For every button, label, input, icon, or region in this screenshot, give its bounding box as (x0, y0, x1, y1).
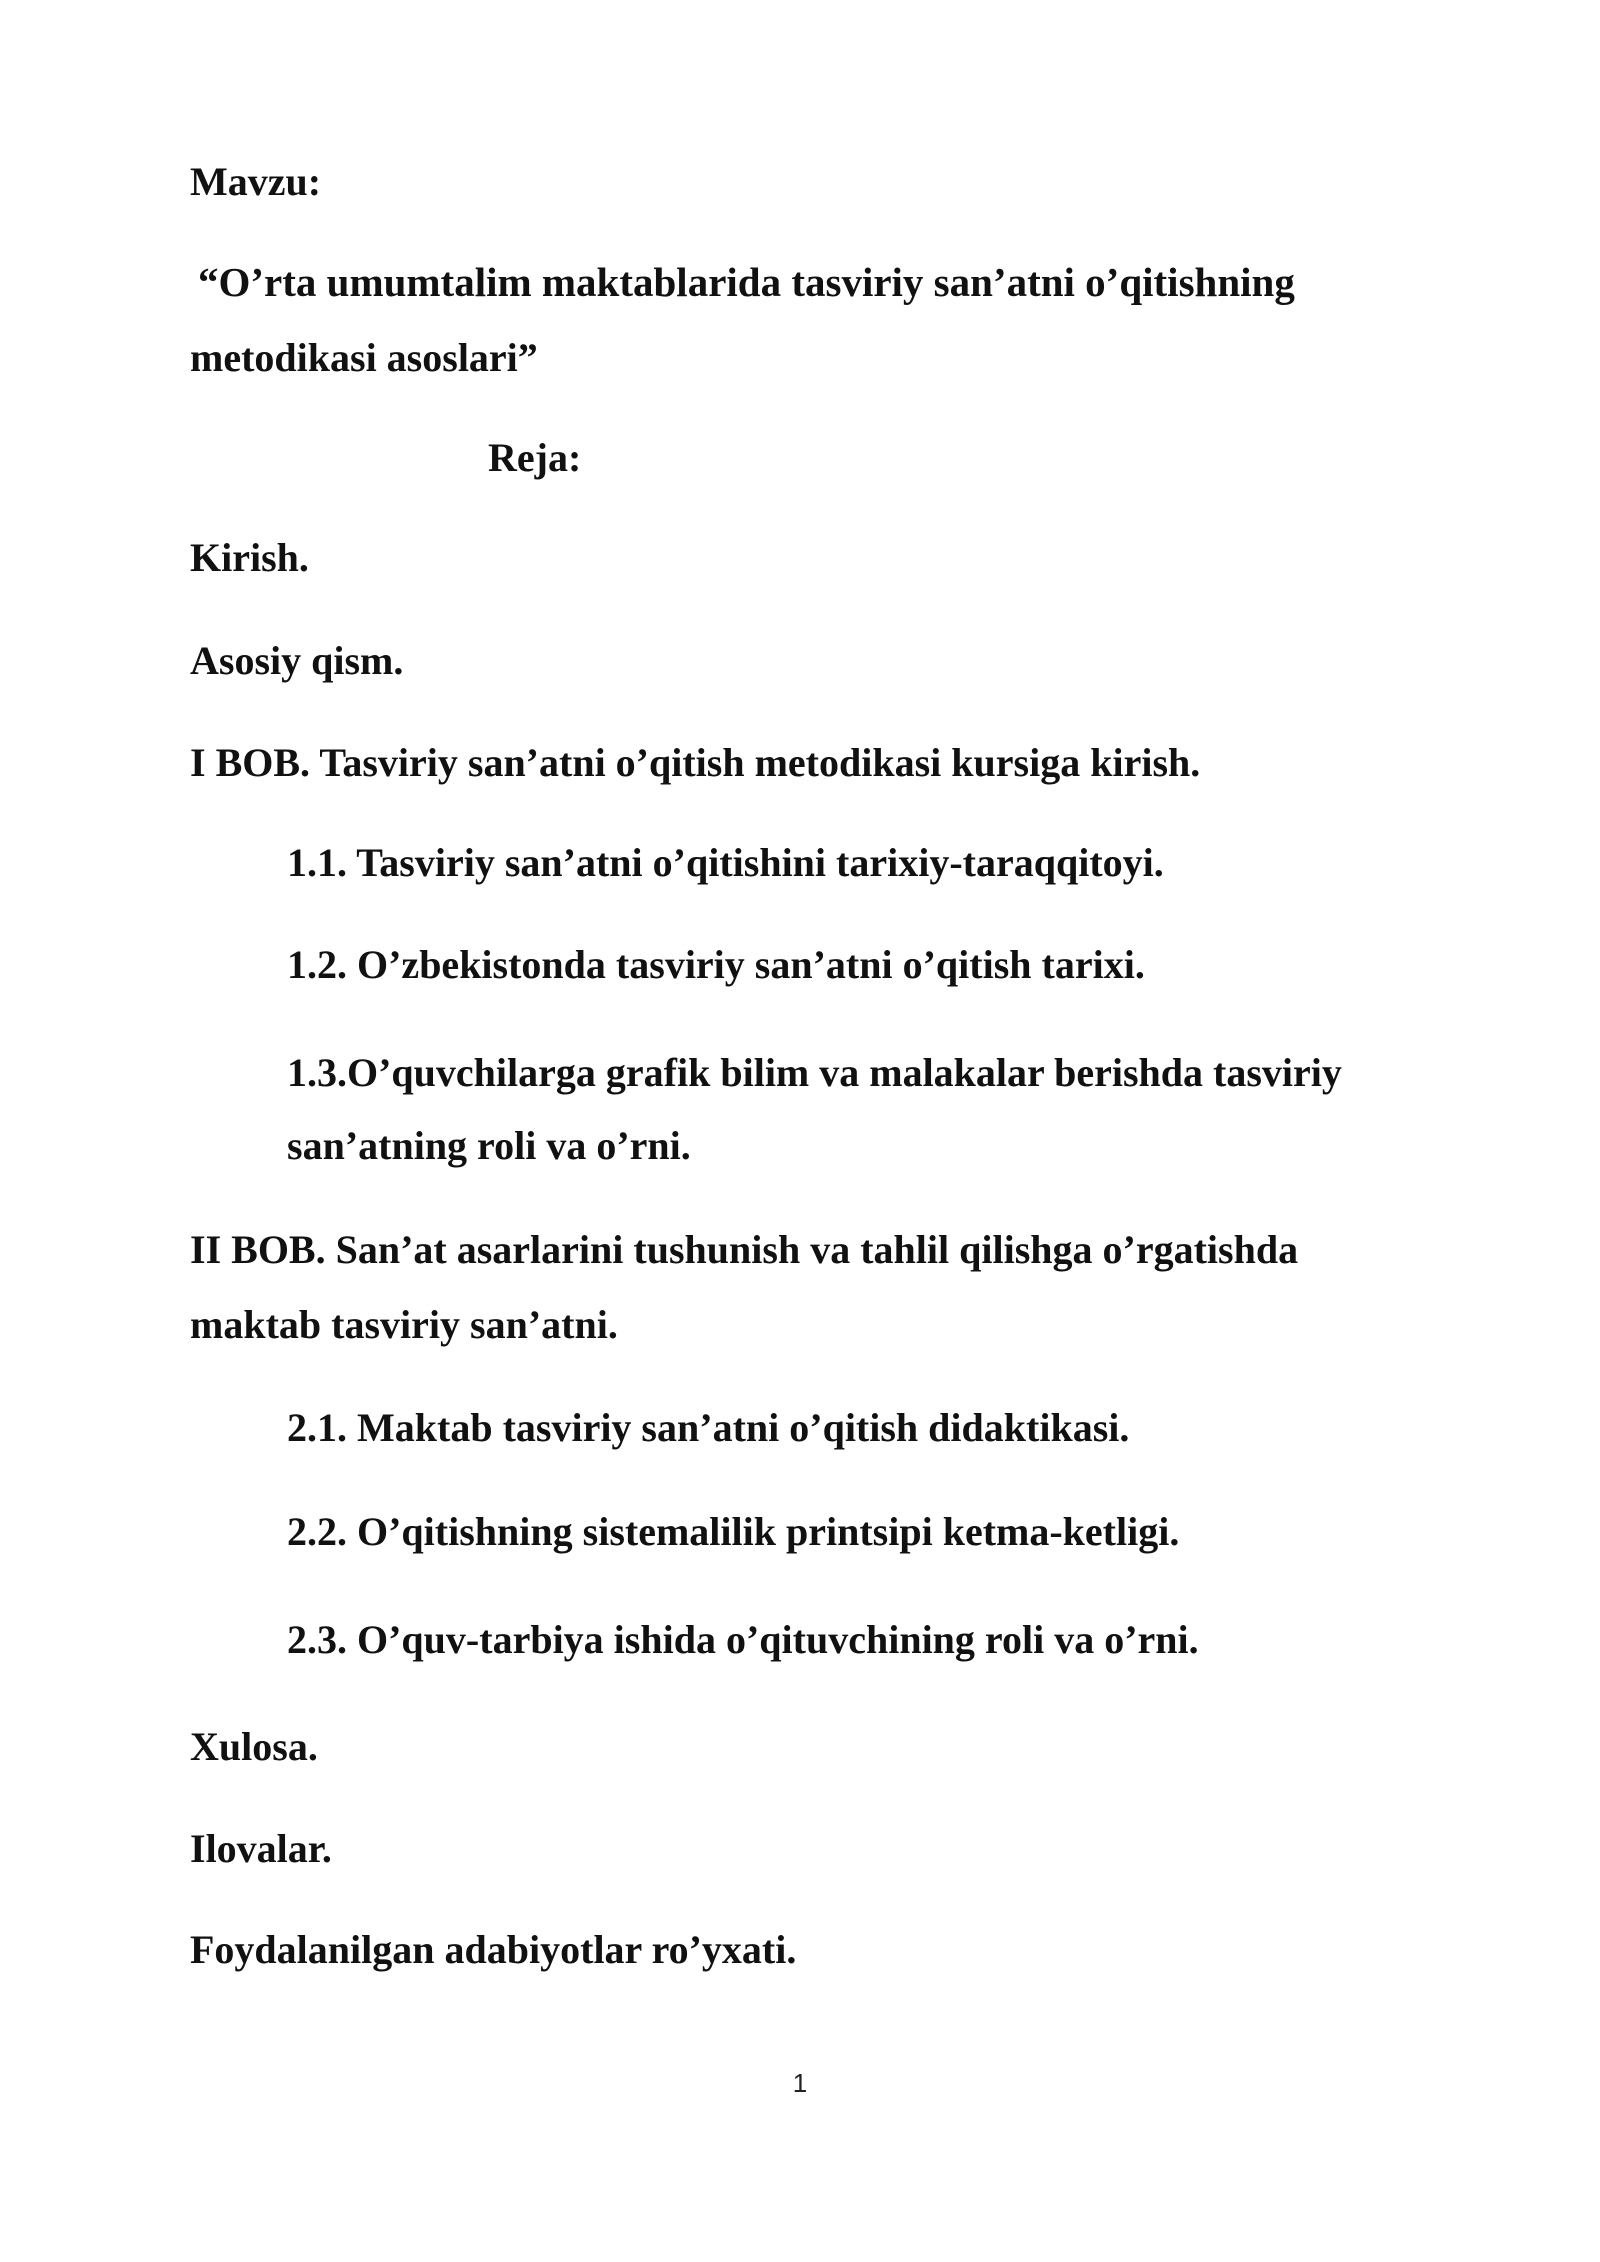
topic-label: Mavzu: (190, 159, 322, 204)
chapter-1-section-2: 1.2. O’zbekistonda tasviriy san’atni o’qitish tarixi. (287, 942, 1145, 987)
topic-title-line-2: metodikasi asoslari” (190, 335, 538, 380)
outline-intro: Kirish. (190, 535, 309, 580)
chapter-2-title-line-2: maktab tasviriy san’atni. (190, 1302, 618, 1347)
chapter-1-section-3-line-1: 1.3.O’quvchilarga grafik bilim va malakalar berishda tasviriy (287, 1050, 1342, 1095)
page-number: 1 (792, 2068, 808, 2098)
outline-conclusion: Xulosa. (190, 1724, 318, 1769)
chapter-1-section-3-line-2: san’atning roli va o’rni. (287, 1123, 691, 1168)
outline-references: Foydalanilgan adabiyotlar ro’yxati. (190, 1927, 797, 1972)
outline-main-part: Asosiy qism. (190, 638, 404, 683)
chapter-2-section-2: 2.2. O’qitishning sistemalilik printsipi ketma-ketligi. (287, 1509, 1180, 1554)
plan-heading: Reja: (488, 435, 582, 480)
topic-title-line-1: “O’rta umumtalim maktablarida tasviriy san’atni o’qitishning (198, 259, 1295, 305)
chapter-1-section-1: 1.1. Tasviriy san’atni o’qitishini tarixiy-taraqqitoyi. (287, 840, 1164, 885)
chapter-2-title-line-1: II BOB. San’at asarlarini tushunish va tahlil qilishga o’rgatishda (190, 1227, 1299, 1272)
outline-appendices: Ilovalar. (190, 1826, 332, 1871)
chapter-2-section-1: 2.1. Maktab tasviriy san’atni o’qitish didaktikasi. (287, 1405, 1130, 1450)
chapter-2-section-3: 2.3. O’quv-tarbiya ishida o’qituvchining roli va o’rni. (287, 1617, 1199, 1662)
chapter-1-title: I BOB. Tasviriy san’atni o’qitish metodikasi kursiga kirish. (190, 740, 1201, 785)
